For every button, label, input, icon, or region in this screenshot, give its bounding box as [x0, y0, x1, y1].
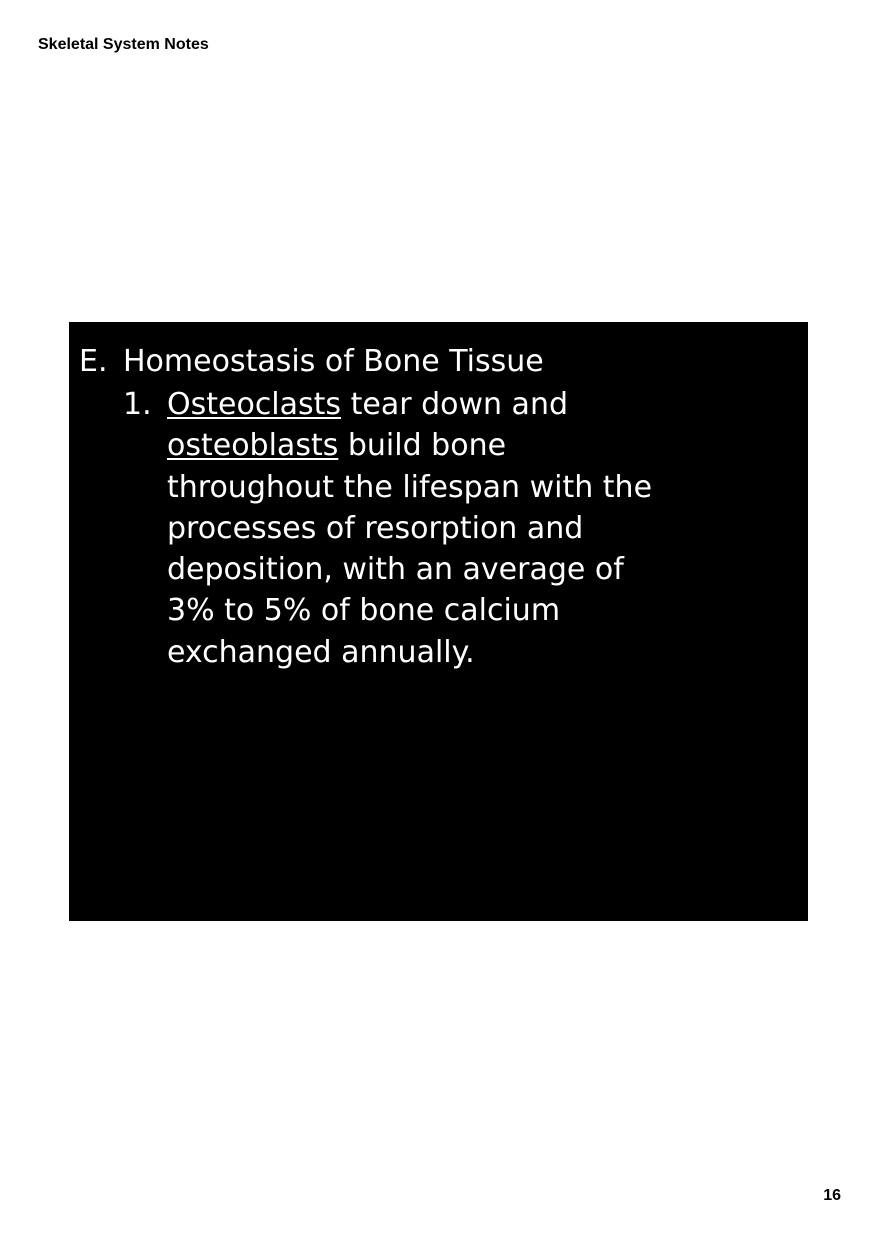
slide	[69, 322, 808, 921]
body-text-1: tear down and	[341, 387, 568, 422]
body-line-7: exchanged annually.	[167, 634, 475, 670]
list-item-body	[167, 384, 727, 673]
list-item-marker: 1.	[123, 387, 152, 422]
body-line-5: deposition, with an average of	[167, 552, 624, 588]
body-line-2	[167, 425, 727, 466]
heading-text: Homeostasis of Bone Tissue	[123, 344, 544, 379]
page-number: 16	[823, 1187, 841, 1204]
body-line-3: throughout the lifespan with the	[167, 469, 653, 505]
body-line-6: 3% to 5% of bone calcium	[167, 593, 561, 629]
body-line-1	[167, 384, 727, 425]
slide-heading	[79, 342, 544, 382]
page-header-title: Skeletal System Notes	[38, 36, 209, 53]
body-text-2: build bone	[338, 428, 507, 464]
list-item-1	[123, 384, 727, 673]
term-osteoclasts: Osteoclasts	[167, 387, 342, 422]
body-line-4: processes of resorption and	[167, 510, 584, 546]
heading-marker: E.	[79, 344, 108, 379]
term-osteoblasts: osteoblasts	[167, 428, 339, 464]
